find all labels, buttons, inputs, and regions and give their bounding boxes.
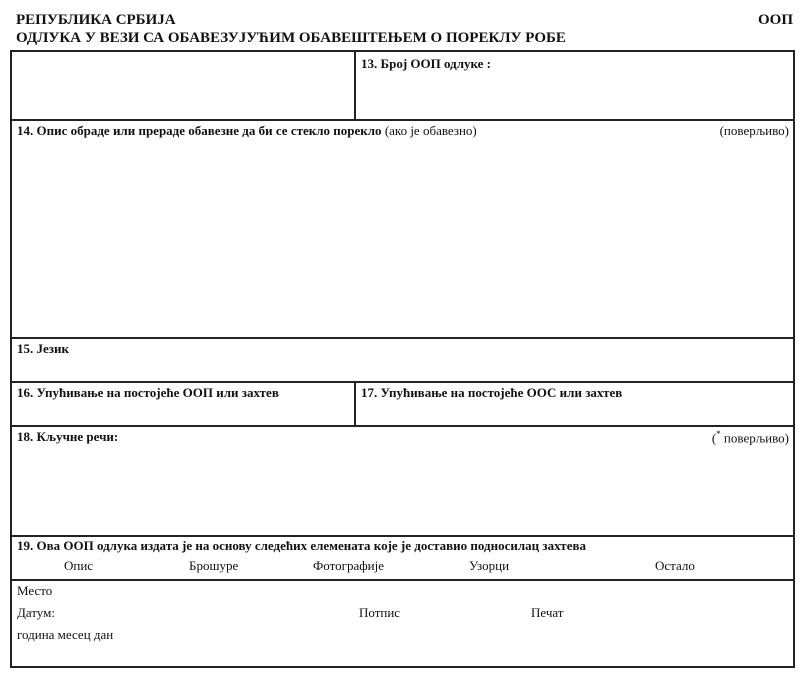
divider-16-17 xyxy=(354,381,356,425)
field-16-label: 16. Упућивање на постојеће ООП или захтев xyxy=(17,385,279,400)
row-14[interactable] xyxy=(12,119,793,339)
date-label: Датум: xyxy=(17,605,55,620)
row-13 xyxy=(12,52,793,121)
row-19 xyxy=(12,535,793,581)
row-15[interactable] xyxy=(12,337,793,383)
country-heading: РЕПУБЛИКА СРБИЈА xyxy=(16,12,176,28)
form-frame xyxy=(10,50,795,668)
field-15-label: 15. Језик xyxy=(17,341,69,356)
element-other: Остало xyxy=(655,558,695,573)
field-18-confidential: (* поверљиво) xyxy=(711,429,789,446)
signature-label: Потпис xyxy=(359,605,401,620)
row-18[interactable] xyxy=(12,425,793,537)
field-13-label: 13. Број ООП одлуке : xyxy=(361,56,491,71)
form-title: ОДЛУКА У ВЕЗИ СА ОБАВЕЗУЈУЋИМ ОБАВЕШТЕЊЕМ О ПОРЕКЛУ РОБЕ xyxy=(16,30,566,46)
field-18-label: 18. Кључне речи: xyxy=(17,429,119,444)
place-label: Место xyxy=(17,583,53,598)
element-description: Опис xyxy=(64,558,94,573)
form-code: ООП xyxy=(757,12,793,28)
stamp-label: Печат xyxy=(531,605,564,620)
field-19-label: 19. Ова ООП одлука издата је на основу следећих елемената које је доставио подносилац захтева xyxy=(17,538,586,553)
element-brochures: Брошуре xyxy=(189,558,239,573)
row-16-17 xyxy=(12,381,793,427)
date-format-label: година месец дан xyxy=(17,627,114,642)
element-photos: Фотографије xyxy=(313,558,384,573)
field-14-label: 14. Опис обраде или прераде обавезне да би се стекло порекло (ако је обавезно) xyxy=(17,123,477,138)
field-14-note: (ако је обавезно) xyxy=(384,123,477,138)
divider-13 xyxy=(354,52,356,119)
element-samples: Узорци xyxy=(469,558,510,573)
field-14-confidential: (поверљиво) xyxy=(719,123,789,138)
field-17-label: 17. Упућивање на постојеће ООС или захтев xyxy=(361,385,623,400)
